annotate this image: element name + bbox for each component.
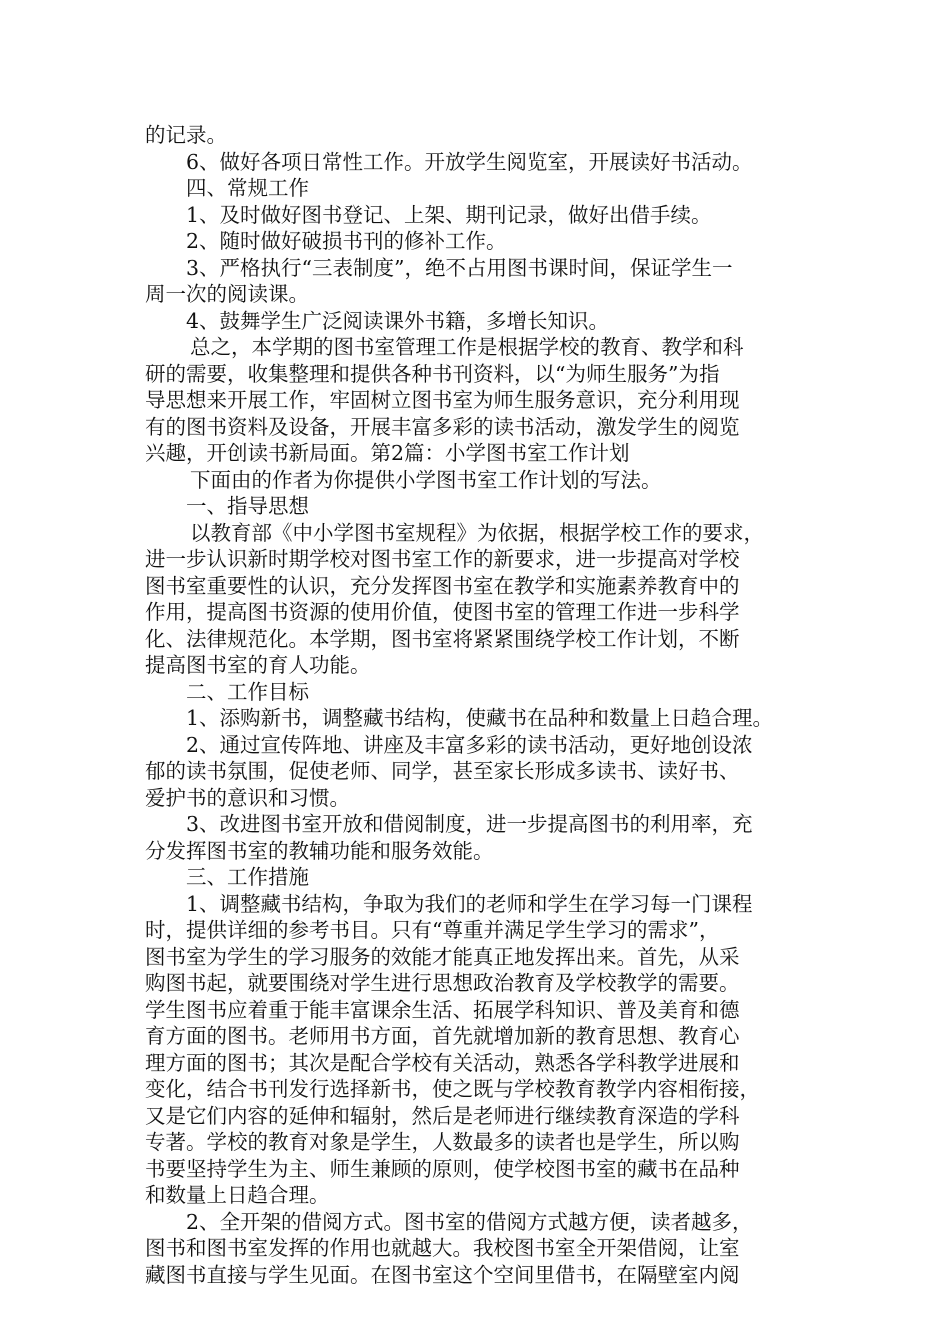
section-heading: 三、工作措施 bbox=[186, 865, 309, 889]
text-line: 理方面的图书；其次是配合学校有关活动，熟悉各学科教学进展和 bbox=[145, 1050, 740, 1075]
section-heading: 四、常规工作 bbox=[186, 176, 309, 200]
text-line: 图书室为学生的学习服务的效能才能真正地发挥出来。首先，从采 bbox=[145, 944, 740, 969]
text-line: 周一次的阅读课。 bbox=[145, 282, 309, 306]
text-line: 藏图书直接与学生见面。在图书室这个空间里借书，在隔壁室内阅 bbox=[145, 1262, 740, 1287]
text-line: 下面由的作者为你提供小学图书室工作计划的写法。 bbox=[190, 467, 662, 492]
text-line: 又是它们内容的延伸和辐射，然后是老师进行继续教育深造的学科 bbox=[145, 1103, 740, 1128]
text-line: 1、及时做好图书登记、上架、期刊记录，做好出借手续。 bbox=[186, 202, 712, 227]
section-heading: 二、工作目标 bbox=[186, 679, 309, 704]
text-line: 作用，提高图书资源的使用价值，使图书室的管理工作进一步科学 bbox=[145, 600, 740, 624]
text-line: 2、全开架的借阅方式。图书室的借阅方式越方便，读者越多， bbox=[186, 1209, 753, 1234]
text-line: 进一步认识新时期学校对图书室工作的新要求，进一步提高对学校 bbox=[145, 547, 740, 571]
text-line: 图书和图书室发挥的作用也就越大。我校图书室全开架借阅，让室 bbox=[145, 1236, 740, 1260]
text-line: 2、随时做好破损书刊的修补工作。 bbox=[186, 229, 507, 253]
text-line: 爱护书的意识和习惯。 bbox=[145, 785, 350, 810]
text-line: 兴趣，开创读书新局面。第2篇：小学图书室工作计划 bbox=[145, 441, 630, 465]
text-line: 书要坚持学生为主、师生兼顾的原则，使学校图书室的藏书在品种 bbox=[145, 1156, 740, 1181]
text-line: 6、做好各项日常性工作。开放学生阅览室，开展读好书活动。 bbox=[186, 149, 753, 174]
text-line: 2、通过宣传阵地、讲座及丰富多彩的读书活动，更好地创设浓 bbox=[186, 732, 753, 757]
text-line: 总之，本学期的图书室管理工作是根据学校的教育、教学和科 bbox=[190, 335, 744, 359]
text-line: 研的需要，收集整理和提供各种书刊资料，以“为师生服务”为指 bbox=[145, 361, 720, 386]
text-line: 时，提供详细的参考书目。只有“尊重并满足学生学习的需求”， bbox=[145, 918, 720, 942]
text-line: 1、添购新书，调整藏书结构，使藏书在品种和数量上日趋合理。 bbox=[186, 706, 774, 730]
text-line: 有的图书资料及设备，开展丰富多彩的读书活动，激发学生的阅览 bbox=[145, 414, 740, 439]
text-line: 以教育部《中小学图书室规程》为依据，根据学校工作的要求， bbox=[190, 520, 764, 545]
text-line: 提高图书室的育人功能。 bbox=[145, 653, 371, 677]
text-line: 学生图书应着重于能丰富课余生活、拓展学科知识、普及美育和德 bbox=[145, 997, 740, 1022]
text-line: 3、严格执行“三表制度”，绝不占用图书课时间，保证学生一 bbox=[186, 255, 733, 280]
text-line: 育方面的图书。老师用书方面，首先就增加新的教育思想、教育心 bbox=[145, 1024, 740, 1048]
text-line: 购图书起，就要围绕对学生进行思想政治教育及学校教学的需要。 bbox=[145, 971, 740, 995]
text-line: 3、改进图书室开放和借阅制度，进一步提高图书的利用率，充 bbox=[186, 812, 753, 836]
text-line: 专著。学校的教育对象是学生，人数最多的读者也是学生，所以购 bbox=[145, 1130, 740, 1154]
section-heading: 一、指导思想 bbox=[186, 494, 309, 518]
text-line: 1、调整藏书结构，争取为我们的老师和学生在学习每一门课程 bbox=[186, 891, 753, 916]
document-body bbox=[145, 122, 810, 1288]
text-line: 变化，结合书刊发行选择新书，使之既与学校教育教学内容相衔接， bbox=[145, 1077, 760, 1101]
text-line: 4、鼓舞学生广泛阅读课外书籍，多增长知识。 bbox=[186, 308, 610, 333]
text-line: 郁的读书氛围，促使老师、同学，甚至家长形成多读书、读好书、 bbox=[145, 759, 740, 783]
text-line: 图书室重要性的认识，充分发挥图书室在教学和实施素养教育中的 bbox=[145, 573, 740, 598]
text-line: 的记录。 bbox=[145, 123, 227, 147]
text-line: 分发挥图书室的教辅功能和服务效能。 bbox=[145, 838, 494, 863]
text-line: 化、法律规范化。本学期，图书室将紧紧围绕学校工作计划，不断 bbox=[145, 626, 740, 651]
text-line: 和数量上日趋合理。 bbox=[145, 1183, 330, 1207]
text-line: 导思想来开展工作，牢固树立图书室为师生服务意识，充分利用现 bbox=[145, 388, 740, 412]
